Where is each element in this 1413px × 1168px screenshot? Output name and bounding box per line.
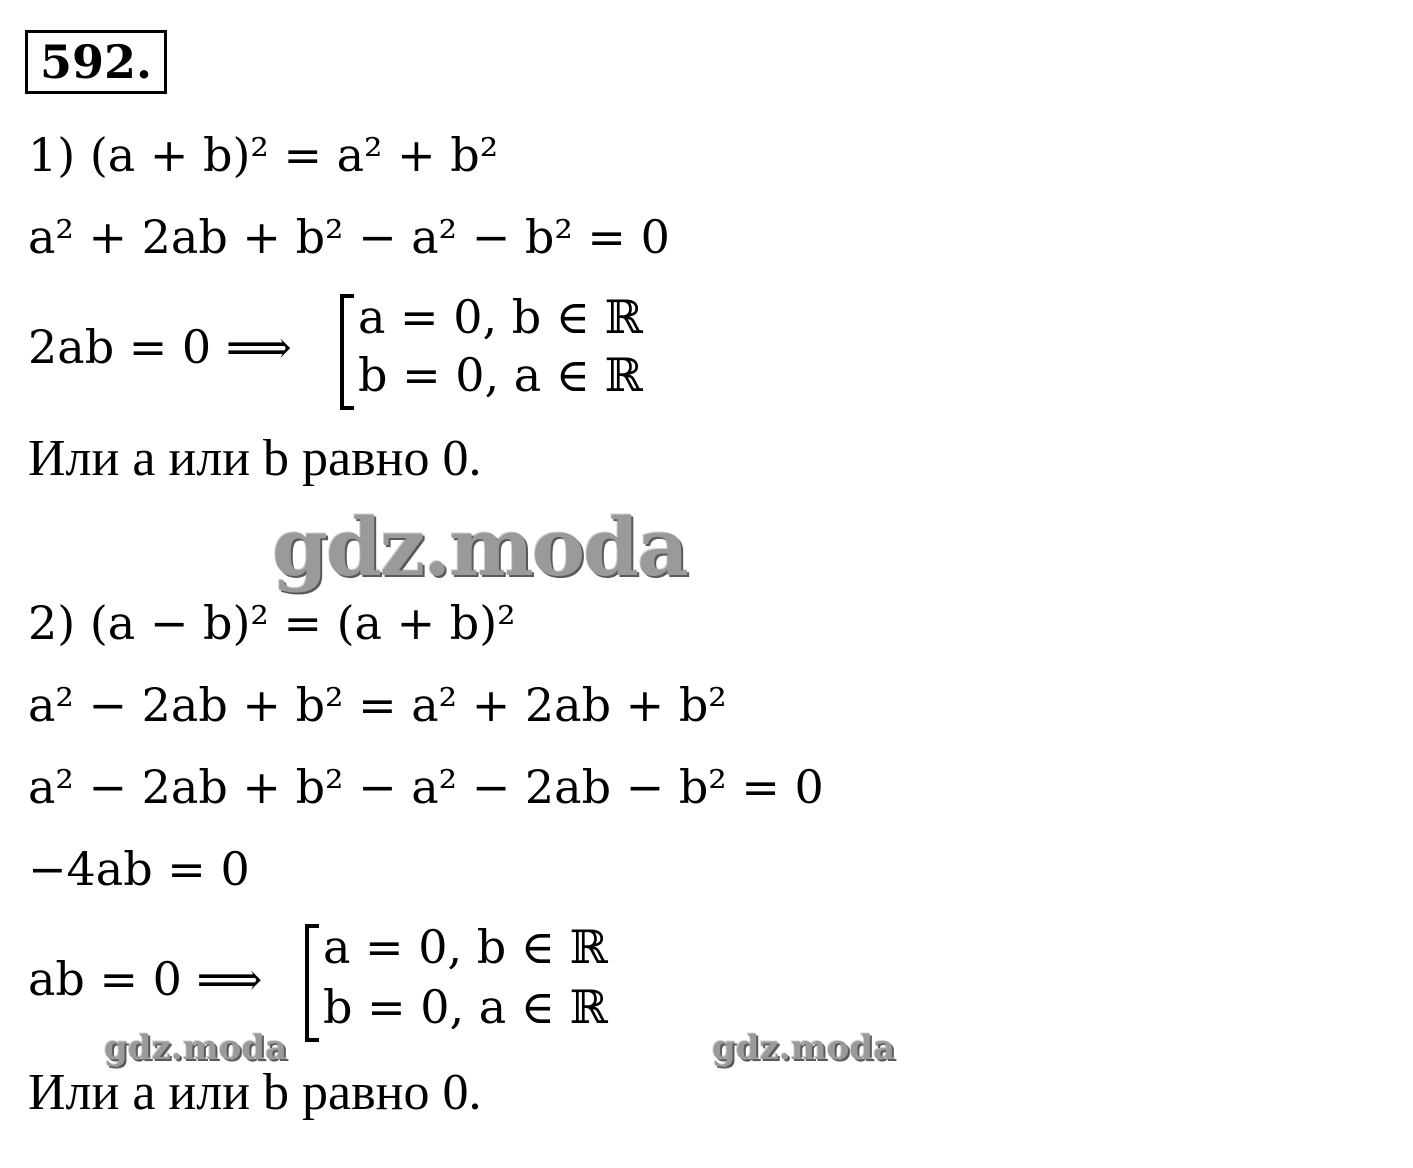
part2-moved: a² − 2ab + b² − a² − 2ab − b² = 0 bbox=[28, 760, 824, 814]
part1-case-2: b = 0, a ∈ ℝ bbox=[358, 348, 643, 402]
part2-conclusion: Или a или b равно 0. bbox=[28, 1064, 482, 1121]
part1-conclusion: Или a или b равно 0. bbox=[28, 430, 482, 487]
part2-case-1: a = 0, b ∈ ℝ bbox=[323, 920, 608, 974]
part1-result: 2ab = 0 ⟹ bbox=[28, 320, 292, 374]
part2-case-2: b = 0, a ∈ ℝ bbox=[323, 980, 608, 1034]
part2-cases bbox=[305, 920, 665, 1042]
part1-cases bbox=[340, 290, 700, 410]
problem-number: 592. bbox=[25, 30, 167, 94]
watermark-small-left: gdz.moda bbox=[104, 1028, 288, 1068]
watermark-large: gdz.moda bbox=[272, 500, 687, 594]
part1-case-1: a = 0, b ∈ ℝ bbox=[358, 290, 643, 344]
part2-result: ab = 0 ⟹ bbox=[28, 952, 263, 1006]
part2-expanded: a² − 2ab + b² = a² + 2ab + b² bbox=[28, 678, 727, 732]
part2-simplified: −4ab = 0 bbox=[28, 842, 250, 896]
watermark-small-right: gdz.moda bbox=[712, 1028, 896, 1068]
bracket bbox=[305, 924, 319, 1042]
part2-equation: 2) (a − b)² = (a + b)² bbox=[28, 596, 516, 650]
part1-equation: 1) (a + b)² = a² + b² bbox=[28, 128, 499, 182]
bracket bbox=[340, 294, 354, 410]
part1-expanded: a² + 2ab + b² − a² − b² = 0 bbox=[28, 210, 670, 264]
